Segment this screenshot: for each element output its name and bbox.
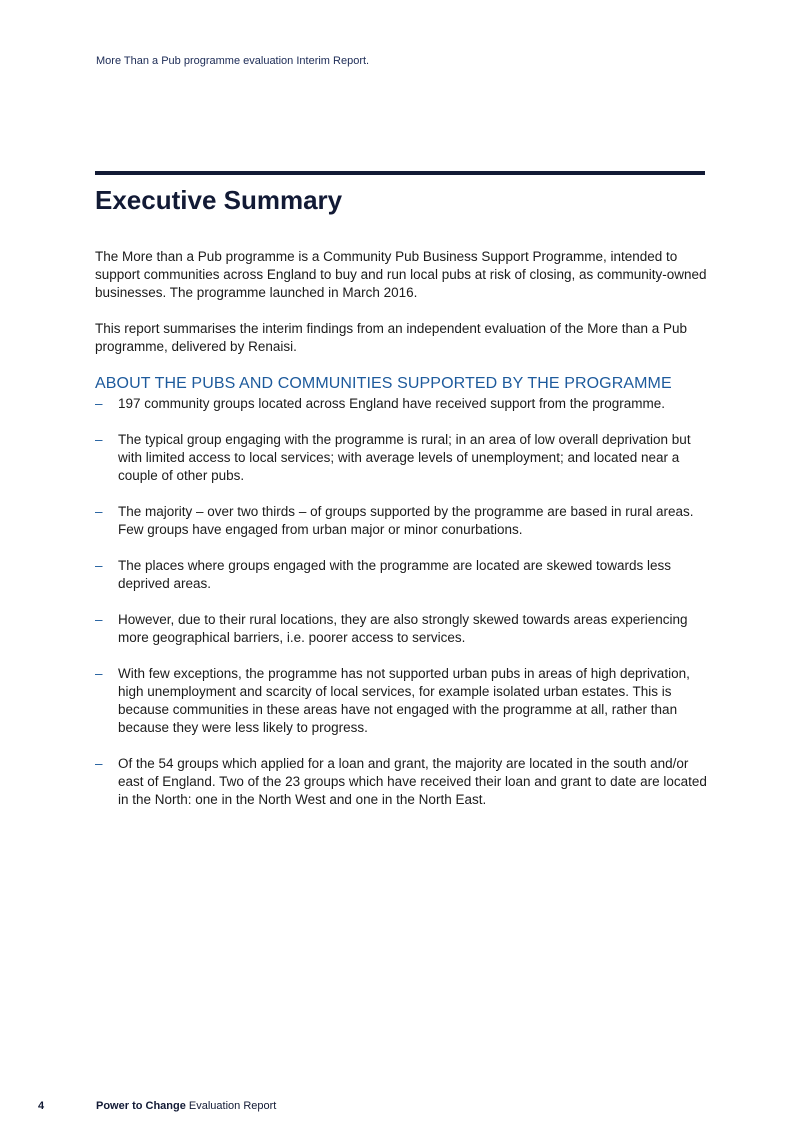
list-item-text: With few exceptions, the programme has not supported urban pubs in areas of high deprivation, high unemployment and scarcity of local services, for example isolated urban estates. This is because communities in these areas have not engaged with the programme at all, rather than because they were less likely to progress.	[118, 666, 690, 735]
bullet-dash-icon: –	[95, 756, 103, 771]
list-item	[95, 431, 707, 485]
bullet-dash-icon: –	[95, 666, 103, 681]
main-content	[95, 248, 707, 827]
list-item-text: 197 community groups located across England have received support from the programme.	[118, 396, 666, 411]
list-item-text: The places where groups engaged with the programme are located are skewed towards less deprived areas.	[118, 558, 672, 591]
list-item	[95, 503, 707, 539]
list-item-text: However, due to their rural locations, they are also strongly skewed towards areas experiencing more geographical barriers, i.e. poorer access to services.	[118, 612, 688, 645]
section-heading: ABOUT THE PUBS AND COMMUNITIES SUPPORTED BY THE PROGRAMME	[95, 375, 672, 392]
bullet-dash-icon: –	[95, 612, 103, 627]
bullet-dash-icon: –	[95, 558, 103, 573]
bullet-dash-icon: –	[95, 432, 103, 447]
footer-brand-name: Power to Change	[96, 1100, 186, 1112]
footer-brand-suffix: Evaluation Report	[188, 1100, 277, 1112]
bullet-dash-icon: –	[95, 504, 103, 519]
list-item	[95, 665, 707, 737]
list-item	[95, 755, 707, 809]
page-number: 4	[38, 1100, 45, 1112]
running-header: More Than a Pub programme evaluation Interim Report.	[96, 55, 370, 67]
list-item	[95, 611, 707, 647]
list-item	[95, 395, 707, 413]
list-item	[95, 557, 707, 593]
intro-paragraph-1: The More than a Pub programme is a Community Pub Business Support Programme, intended to support communities across England to buy and run local pubs at risk of closing, as community-owned businesses. The programme launched in March 2016.	[95, 249, 707, 300]
page-title: Executive Summary	[95, 185, 343, 215]
footer-brand	[96, 1100, 276, 1112]
list-item-text: Of the 54 groups which applied for a loan and grant, the majority are located in the south and/or east of England. Two of the 23 groups which have received their loan and grant to date are located in the North: one in the North West and one in the North East.	[118, 756, 707, 807]
bullet-dash-icon: –	[95, 396, 103, 411]
title-rule	[95, 171, 705, 175]
list-item-text: The typical group engaging with the programme is rural; in an area of low overall deprivation but with limited access to local services; with average levels of unemployment; and located near a couple of other pubs.	[118, 432, 691, 483]
list-item-text: The majority – over two thirds – of groups supported by the programme are based in rural areas. Few groups have engaged from urban major or minor conurbations.	[118, 504, 694, 537]
intro-paragraph-2: This report summarises the interim findings from an independent evaluation of the More than a Pub programme, delivered by Renaisi.	[95, 321, 688, 354]
findings-list	[95, 395, 707, 809]
